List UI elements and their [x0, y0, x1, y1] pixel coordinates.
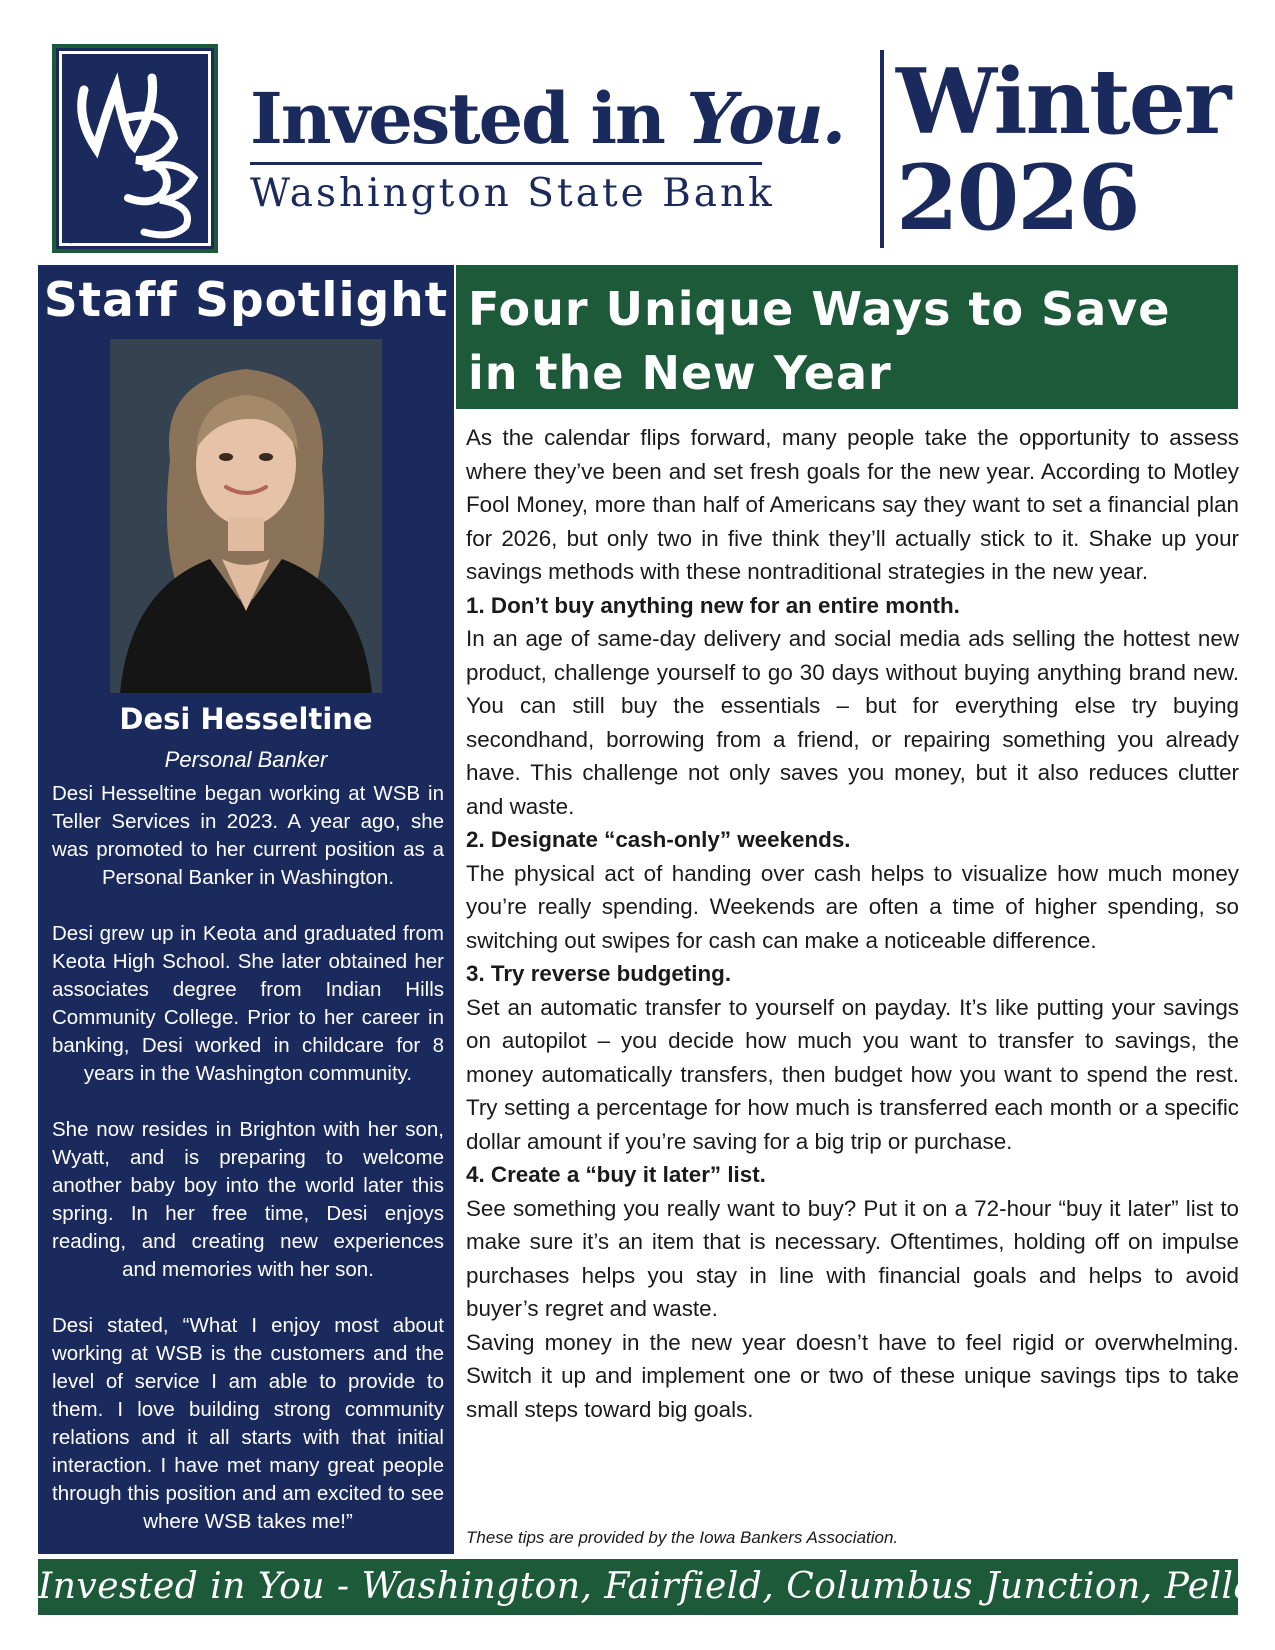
article-closing: Saving money in the new year doesn’t have to feel rigid or overwhelming. Switch it up and implement one or two of these unique savings tips to take small steps toward big goals.: [466, 1329, 1239, 1422]
bio-paragraph: She now resides in Brighton with her son, Wyatt, and is preparing to welcome another baby boy into the world later this spring. In her free time, Desi enjoys reading, and creating new experiences and memories with her son.: [52, 1118, 444, 1281]
tip-body: The physical act of handing over cash helps to visualize how much money you’re really spending. Weekends are often a time of higher spending, so switching out swipes for cash can make a noticeable difference.: [466, 860, 1239, 953]
brand-title-you: You.: [686, 77, 845, 160]
staff-role: Personal Banker: [164, 747, 328, 772]
tip-body: Set an automatic transfer to yourself on payday. It’s like putting your savings on autopilot – you decide how much you want to transfer to savings, the money automatically transfers, then budget how you want to spend the rest. Try setting a percentage for how much is transferred each month or a specific dollar amount if you’re saving for a big trip or purchase.: [466, 994, 1239, 1154]
tip-heading: 3. Try reverse budgeting.: [466, 961, 732, 986]
issue-date: [896, 49, 1230, 251]
staff-name: Desi Hesseltine: [119, 702, 373, 736]
portrait-illustration: [110, 339, 382, 693]
article-body: [466, 421, 1239, 1426]
tip-heading: 1. Don’t buy anything new for an entire month.: [466, 592, 960, 618]
article-intro: As the calendar flips forward, many people take the opportunity to assess where they’ve been and set fresh goals for the new year. According to Motley Fool Money, more than half of Americans say they want to set a financial plan for 2026, but only two in five think they’ll actually stick to it. Shake up your savings methods with these nontraditional strategies in the new year.: [466, 425, 1239, 584]
logo-text: WSB: [70, 244, 73, 245]
tip-body: See something you really want to buy? Put it on a 72-hour “buy it later” list to make sure it’s an item that is necessary. Oftentimes, holding off on impulse purchases helps you stay in line with financial goals and helps to avoid buyer’s regret and waste.: [466, 1195, 1239, 1321]
spotlight-title: Staff Spotlight: [43, 273, 449, 328]
tip-heading: 2. Designate “cash-only” weekends.: [466, 827, 851, 852]
issue-season: Winter: [896, 49, 1230, 155]
wsb-monogram-icon: [56, 48, 214, 249]
brand-title-prefix: Invested in: [250, 77, 687, 160]
tip-body: In an age of same-day delivery and social media ads selling the hottest new product, challenge yourself to go 30 days without buying anything brand new. You can still buy the essentials – but for everything else try buying secondhand, borrowing from a friend, or repairing something you already have. This challenge not only saves you money, but it also reduces clutter and waste.: [466, 626, 1239, 819]
tip-heading: 4. Create a “buy it later” list.: [466, 1162, 766, 1187]
brand-title: [250, 77, 845, 160]
brand-block: [250, 77, 845, 216]
issue-year: 2026: [896, 145, 1139, 251]
brand-subtitle: Washington State Bank: [250, 171, 775, 216]
article-title: Four Unique Ways to Save in the New Year: [468, 282, 1171, 400]
article-credit: These tips are provided by the Iowa Bankers Association.: [466, 1528, 899, 1547]
wsb-logo: [52, 44, 218, 253]
bio-paragraph: Desi grew up in Keota and graduated from Keota High School. She later obtained her associates degree from Indian Hills Community College. Prior to her career in banking, Desi worked in childcare for 8 years in the Washington community.: [52, 922, 444, 1085]
footer-banner: Invested in You - Washington, Fairfield, Columbus Junction, Pella: [38, 1559, 1238, 1615]
bio-paragraph: Desi stated, “What I enjoy most about working at WSB is the customers and the level of service I am able to provide to them. I love building strong community relations and it all starts with that initial interaction. I have met many great people through this position and am excited to see where WSB takes me!”: [52, 1314, 444, 1533]
staff-bio: [52, 780, 444, 1564]
header-vertical-divider: [880, 50, 884, 248]
article-header: [456, 265, 1238, 409]
staff-spotlight-panel: [38, 265, 454, 1554]
bio-paragraph: Desi Hesseltine began working at WSB in Teller Services in 2023. A year ago, she was promoted to her current position as a Personal Banker in Washington.: [52, 782, 444, 889]
brand-divider: [250, 162, 762, 165]
staff-photo: [110, 339, 382, 693]
